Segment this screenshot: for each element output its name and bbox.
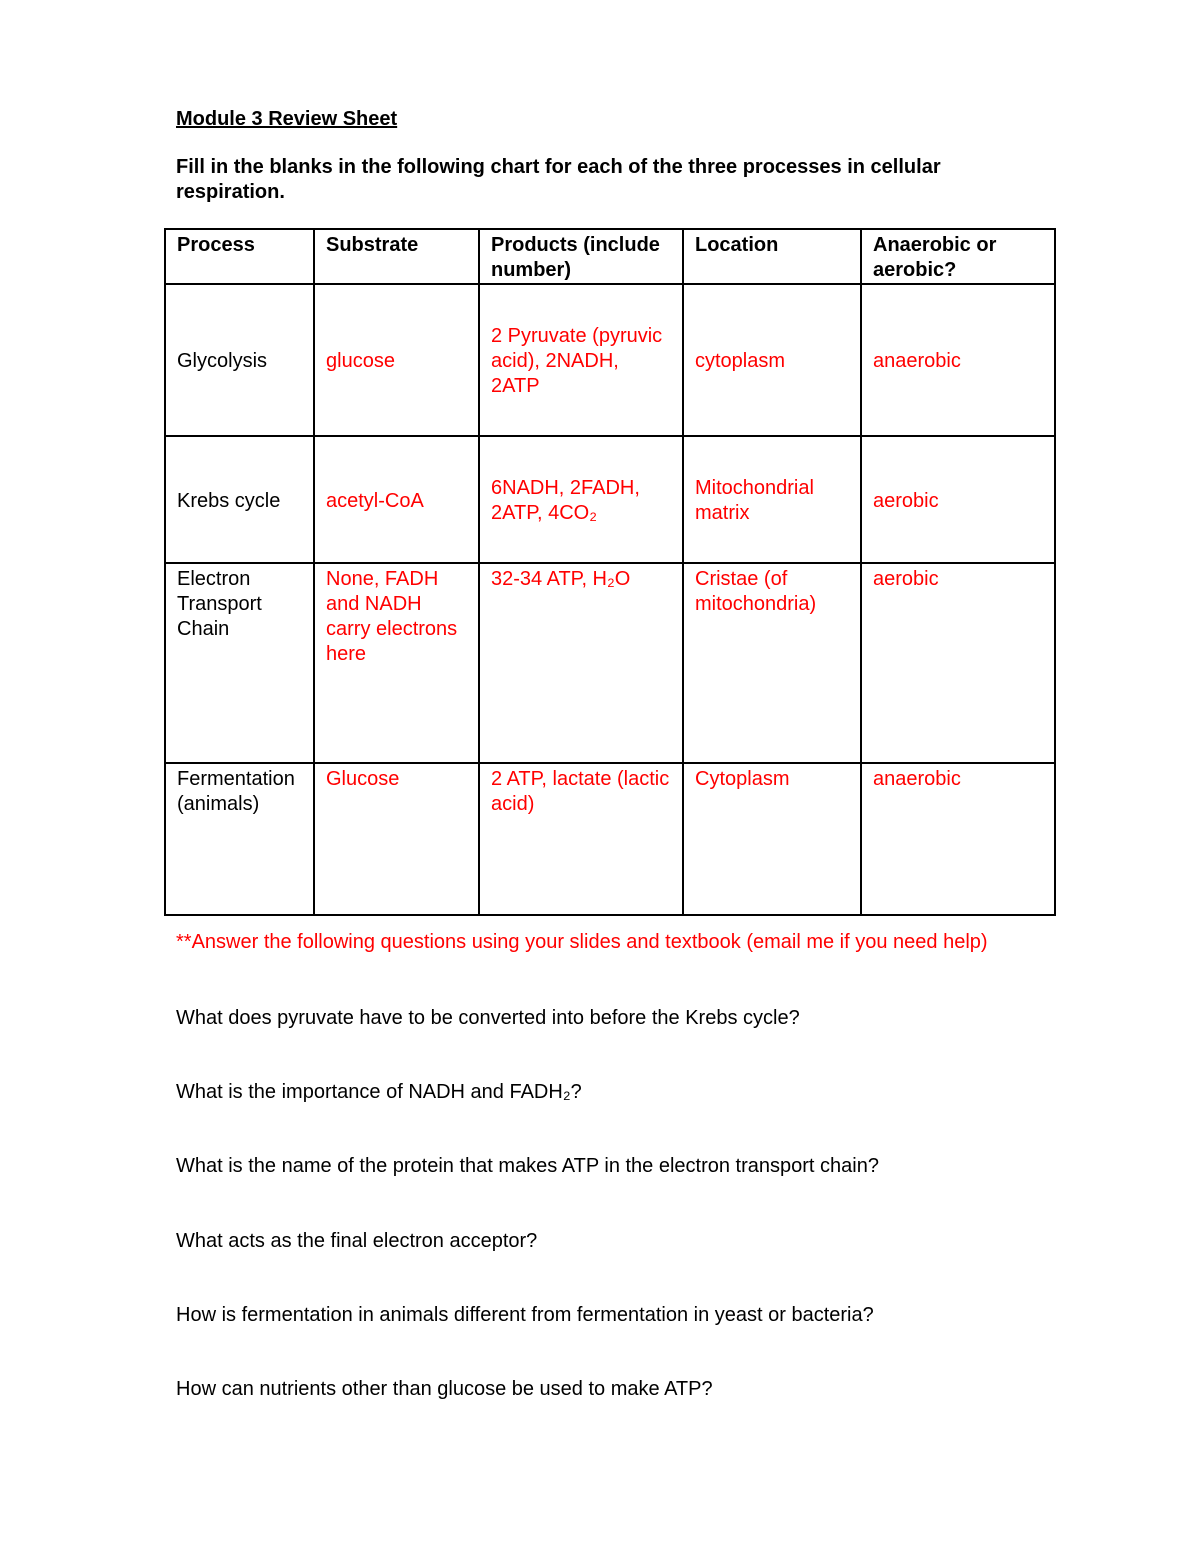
process-cell: Electron Transport Chain [165, 563, 314, 763]
header-location: Location [683, 229, 861, 284]
table-row [165, 436, 1055, 563]
question-other-nutrients: How can nutrients other than glucose be used to make ATP? [176, 1378, 713, 1400]
table-row [165, 763, 1055, 915]
substrate-cell: None, FADH and NADH carry electrons here [314, 563, 479, 763]
products-cell: 2 Pyruvate (pyruvic acid), 2NADH, 2ATP [479, 284, 683, 436]
oxygen-cell: aerobic [861, 436, 1055, 563]
substrate-cell: Glucose [314, 763, 479, 915]
products-cell: 32-34 ATP, H₂O [479, 563, 683, 763]
oxygen-cell: aerobic [861, 563, 1055, 763]
location-cell: Mitochondrial matrix [683, 436, 861, 563]
header-oxygen: Anaerobic or aerobic? [861, 229, 1055, 284]
substrate-cell: acetyl-CoA [314, 436, 479, 563]
process-cell: Fermentation (animals) [165, 763, 314, 915]
location-cell: cytoplasm [683, 284, 861, 436]
question-fermentation: How is fermentation in animals different from fermentation in yeast or bacteria? [176, 1304, 874, 1326]
table-row [165, 563, 1055, 763]
table-row [165, 284, 1055, 436]
table-header-row [165, 229, 1055, 284]
header-process: Process [165, 229, 314, 284]
page-title: Module 3 Review Sheet [176, 108, 398, 130]
products-cell: 2 ATP, lactate (lactic acid) [479, 763, 683, 915]
instructions: Fill in the blanks in the following chart for each of the three processes in cellular respiration. [176, 156, 941, 203]
location-cell: Cytoplasm [683, 763, 861, 915]
header-substrate: Substrate [314, 229, 479, 284]
question-final-acceptor: What acts as the final electron acceptor? [176, 1230, 538, 1252]
questions-note: **Answer the following questions using your slides and textbook (email me if you need help) [176, 931, 988, 953]
location-cell: Cristae (of mitochondria) [683, 563, 861, 763]
respiration-table [164, 228, 1056, 916]
oxygen-cell: anaerobic [861, 763, 1055, 915]
process-cell: Krebs cycle [165, 436, 314, 563]
header-products: Products (include number) [479, 229, 683, 284]
process-cell: Glycolysis [165, 284, 314, 436]
oxygen-cell: anaerobic [861, 284, 1055, 436]
question-nadh-fadh2: What is the importance of NADH and FADH₂? [176, 1081, 582, 1103]
question-atp-protein: What is the name of the protein that makes ATP in the electron transport chain? [176, 1155, 879, 1177]
question-pyruvate: What does pyruvate have to be converted into before the Krebs cycle? [176, 1007, 800, 1029]
products-cell: 6NADH, 2FADH, 2ATP, 4CO₂ [479, 436, 683, 563]
substrate-cell: glucose [314, 284, 479, 436]
